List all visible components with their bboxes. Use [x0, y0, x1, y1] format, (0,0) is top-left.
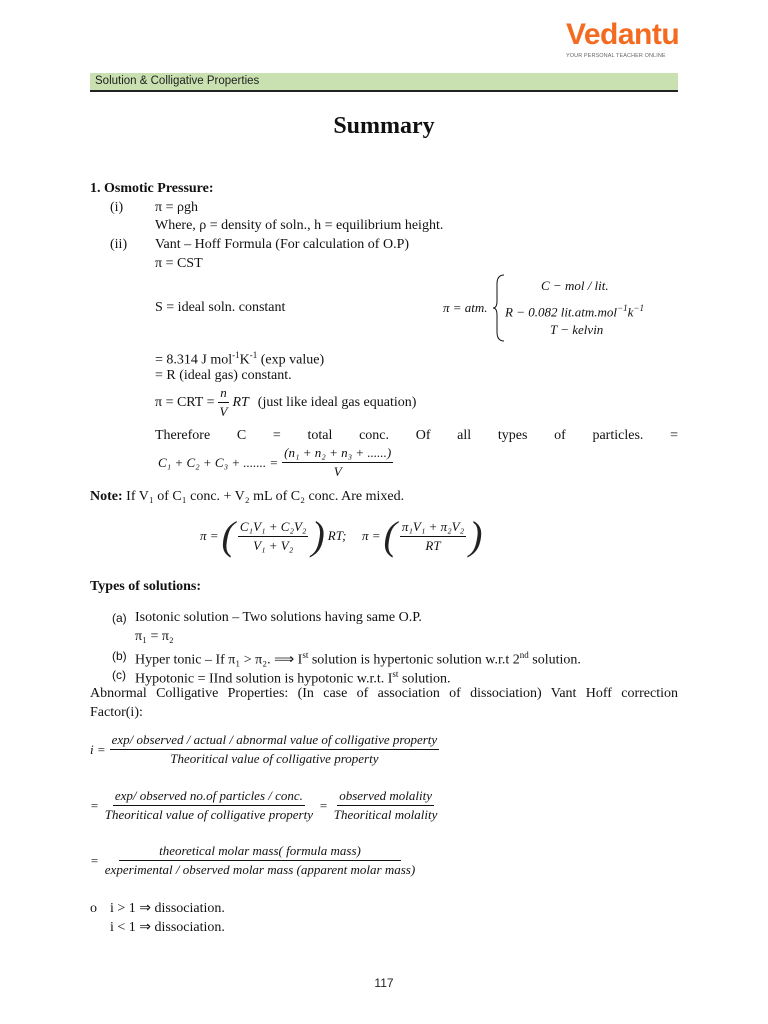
e3-lhs: = [90, 852, 99, 868]
e3-den: experimental / observed molar mass (apparent molar mass) [104, 862, 416, 877]
page-number: 117 [374, 976, 394, 990]
note-label: Note: [90, 489, 123, 504]
mixing-formula-1 [200, 513, 347, 558]
b-text-b: solution is hypertonic solution w.r.t 2 [308, 652, 520, 668]
crt-note: (just like ideal gas equation) [257, 395, 417, 410]
formula-pi-rho-gh: π = ρgh [155, 200, 198, 215]
e1-fraction [110, 732, 440, 767]
header-band [90, 73, 678, 92]
exp-value-line [155, 347, 324, 369]
note-text: If V₁ of C₁ conc. + V₂ mL of C₂ conc. Are mixed. [122, 489, 405, 504]
section-heading-types: Types of solutions: [90, 579, 201, 594]
f2-lhs: π = [362, 528, 381, 543]
vant-hoff-factor-eq-3 [90, 843, 417, 878]
exp-value-a: = 8.314 J mol [155, 352, 233, 368]
sum-den: V [333, 464, 342, 479]
e2-eq: = [318, 797, 328, 813]
item-marker-ii: (ii) [110, 237, 128, 252]
therefore-word: = [272, 428, 281, 443]
b-text-a: Hyper tonic – If π₁ > π₂. ⟹ I [135, 652, 303, 668]
crt-num: n [218, 385, 229, 403]
brace-line-r [505, 300, 644, 320]
paren-left: ( [221, 513, 235, 558]
b-text-c: solution. [528, 652, 581, 668]
therefore-word: total [307, 428, 333, 443]
therefore-word: C [236, 428, 247, 443]
section-heading-osmotic: 1. Osmotic Pressure: [90, 181, 214, 196]
e2b-den: Theoritical molality [333, 807, 438, 822]
brace-line-t: T − kelvin [550, 322, 604, 337]
note-line [90, 488, 404, 505]
logo [566, 18, 682, 64]
exp-value-sup2: -1 [249, 350, 258, 360]
crt-den: V [219, 404, 228, 419]
item-marker-b: (b) [112, 649, 127, 663]
f1-num: C₁V₁ + C₂V₂ [238, 519, 309, 537]
crt-lhs: π = CRT = [155, 395, 215, 410]
brace-r-k-sup: −1 [633, 303, 644, 313]
therefore-word: conc. [359, 428, 390, 443]
bullet-marker: o [90, 901, 97, 916]
f2-fraction [400, 519, 466, 554]
e3-fraction [103, 843, 417, 878]
therefore-word: Therefore [155, 428, 211, 443]
sum-lhs: C₁ + C₂ + C₃ + ....... = [158, 454, 279, 470]
f1-lhs: π = [200, 528, 219, 543]
paren-right: ) [311, 513, 325, 558]
vant-hoff-factor-eq-1 [90, 732, 439, 767]
therefore-word: particles. [592, 428, 644, 443]
abnormal-line-1: Abnormal Colligative Properties: (In case of association of dissociation) Vant Hoff correction [90, 686, 678, 701]
mixing-formula-2 [362, 513, 483, 558]
f1-fraction [238, 519, 309, 554]
crt-fraction [218, 385, 230, 420]
item-marker-c: (c) [112, 668, 126, 682]
isotonic-equation: π₁ = π₂ [135, 629, 174, 644]
e2-num: exp/ observed no.of particles / conc. [113, 788, 305, 806]
brace-lhs: π = atm. [443, 300, 488, 315]
header-band-label: Solution & Colligative Properties [95, 75, 260, 87]
c-text-b: solution. [398, 671, 451, 687]
b-sup1: st [302, 650, 309, 660]
vant-hoff-title: Vant – Hoff Formula (For calculation of O.P) [155, 237, 410, 252]
therefore-word: = [670, 428, 678, 443]
e2-fraction [103, 788, 315, 823]
curly-brace [492, 274, 506, 342]
therefore-line [155, 427, 678, 444]
therefore-word: Of [415, 428, 431, 443]
exp-value-c: (exp value) [257, 352, 325, 368]
formula-pi-cst: π = CST [155, 256, 203, 271]
sum-fraction [282, 445, 393, 480]
paren-right: ) [469, 513, 483, 558]
concentration-sum-formula [158, 445, 393, 480]
paren-left: ( [383, 513, 397, 558]
e1-num: exp/ observed / actual / abnormal value of colligative property [110, 732, 440, 750]
bullet-dissociation-1: i > 1 ⇒ dissociation. [110, 901, 225, 916]
abnormal-line-2: Factor(i): [90, 705, 143, 720]
brace-r-k: k [627, 304, 634, 320]
crt-rt: RT [232, 395, 249, 410]
where-text: Where, ρ = density of soln., h = equilibrium height. [155, 218, 444, 233]
item-marker-i: (i) [110, 200, 124, 215]
therefore-word: all [457, 428, 472, 443]
logo-tagline: YOUR PERSONAL TEACHER ONLINE [566, 53, 666, 59]
therefore-word: types [497, 428, 528, 443]
e3-num: theoretical molar mass( formula mass) [119, 843, 401, 861]
brace-line-c: C − mol / lit. [541, 278, 609, 293]
item-marker-a: (a) [112, 611, 127, 625]
f2-num: π₁V₁ + π₂V₂ [400, 519, 466, 537]
r-constant-line: = R (ideal gas) constant. [155, 368, 292, 383]
isotonic-text: Isotonic solution – Two solutions having same O.P. [135, 610, 422, 625]
therefore-word: of [554, 428, 566, 443]
f1-tail: RT; [327, 528, 347, 543]
c-sup: st [392, 669, 399, 679]
logo-brand: Vedantu [566, 18, 680, 51]
f1-den: V₁ + V₂ [253, 537, 294, 553]
page-title: Summary [333, 113, 435, 139]
bullet-dissociation-2: i < 1 ⇒ dissociation. [110, 920, 225, 935]
c-text-a: Hypotonic = IInd solution is hypotonic w.r.t. I [135, 671, 393, 687]
brace-r-text: R − 0.082 lit.atm.mol [505, 304, 618, 320]
e1-lhs: i = [90, 741, 106, 757]
crt-formula [155, 385, 416, 420]
s-definition: S = ideal soln. constant [155, 300, 286, 315]
e2-lhs: = [90, 797, 99, 813]
e2b-fraction [332, 788, 440, 823]
b-sup2: nd [519, 650, 529, 660]
sum-num: (n₁ + n₂ + n₃ + ......) [282, 445, 393, 463]
f2-den: RT [425, 537, 441, 553]
e2b-num: observed molality [337, 788, 434, 806]
brace-r-sup: −1 [617, 303, 628, 313]
e2-den: Theoritical value of colligative property [104, 807, 313, 822]
e1-den: Theoritical value of colligative property [170, 751, 379, 766]
exp-value-sup1: -1 [232, 350, 240, 360]
vant-hoff-factor-eq-2 [90, 788, 439, 823]
exp-value-b: K [239, 352, 250, 368]
